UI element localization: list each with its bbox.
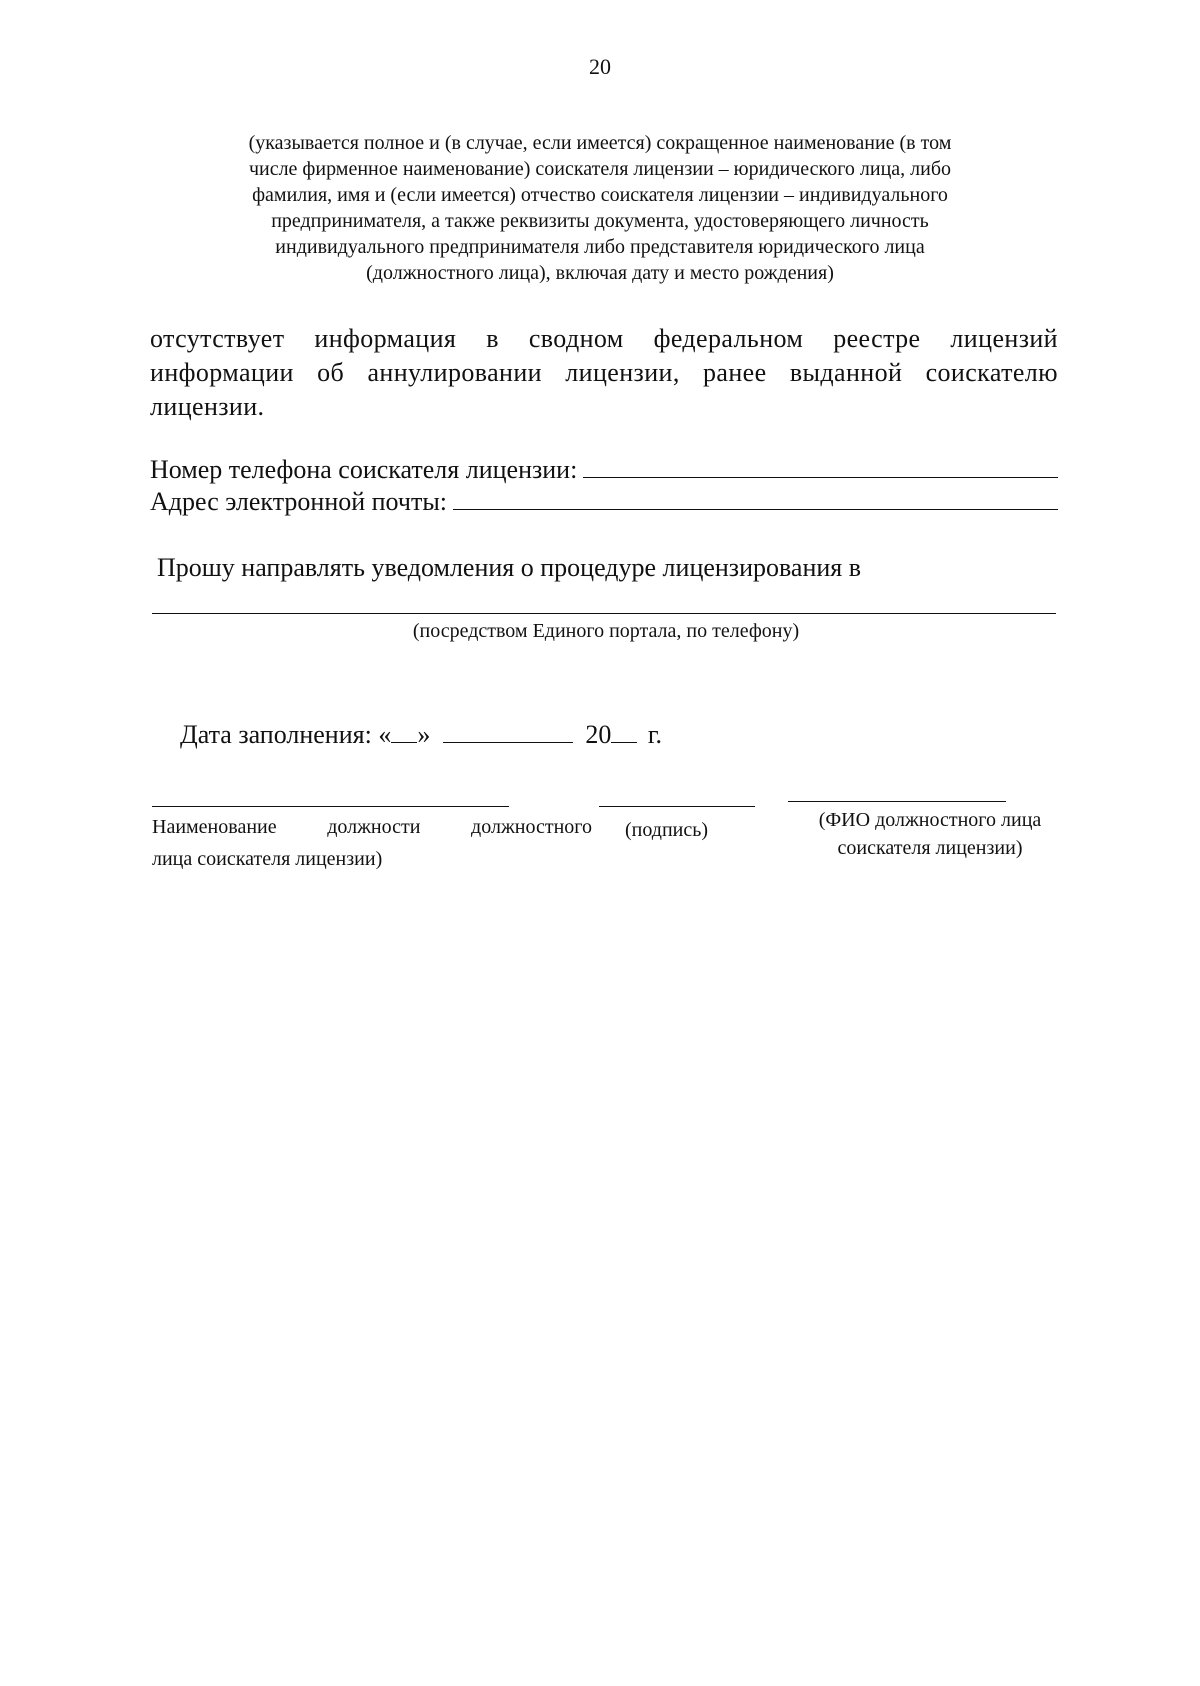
month-input-line[interactable] [443,718,573,743]
phone-field-row [150,455,1058,485]
email-input-line[interactable] [453,487,1058,510]
year-input-line[interactable] [611,718,637,743]
page-number: 20 [589,54,611,79]
fio-caption-line1: (ФИО должностного лица [818,809,1042,831]
day-input-line[interactable] [391,718,417,743]
signature-caption: (подпись) [625,819,709,841]
fill-date-row [180,718,662,750]
applicant-caption [160,130,1040,286]
position-caption-line1: Наименование должности должностного [152,816,592,838]
signature-input-line[interactable] [599,806,755,807]
fio-input-line[interactable] [788,801,1006,802]
applicant-caption-line: (должностного лица), включая дату и место рождения) [366,262,834,284]
notify-method-caption: (посредством Единого портала, по телефону) [412,620,800,642]
fio-caption-line2: соискателя лицензии) [837,837,1023,859]
phone-input-line[interactable] [583,455,1058,478]
applicant-caption-line: фамилия, имя и (если имеется) отчество соискателя лицензии – индивидуального [252,184,948,206]
registry-statement: отсутствует информация в сводном федеральном реестре лицензий информации об аннулировании лицензии, ранее выданной соискателю лицензии. [150,324,1058,421]
date-open-quote: « [378,720,392,749]
position-caption-line2: лица соискателя лицензии) [152,848,383,870]
applicant-caption-line: индивидуального предпринимателя либо представителя юридического лица [275,236,925,258]
year-prefix: 20 [585,720,612,749]
date-close-quote: » [417,720,431,749]
phone-label: Номер телефона соискателя лицензии: [150,455,578,484]
applicant-caption-line: предпринимателя, а также реквизиты документа, удостоверяющего личность [271,210,929,232]
notify-method-input-line[interactable] [152,613,1056,614]
applicant-caption-line: числе фирменное наименование) соискателя лицензии – юридического лица, либо [248,158,952,180]
position-input-line[interactable] [152,806,509,807]
email-label: Адрес электронной почты: [150,487,448,516]
email-field-row [150,487,1058,517]
fill-date-label: Дата заполнения: [180,720,372,749]
year-suffix: г. [647,720,663,749]
applicant-caption-line: (указывается полное и (в случае, если имеется) сокращенное наименование (в том [248,132,952,154]
notify-request-text: Прошу направлять уведомления о процедуре лицензирования в [157,553,862,582]
